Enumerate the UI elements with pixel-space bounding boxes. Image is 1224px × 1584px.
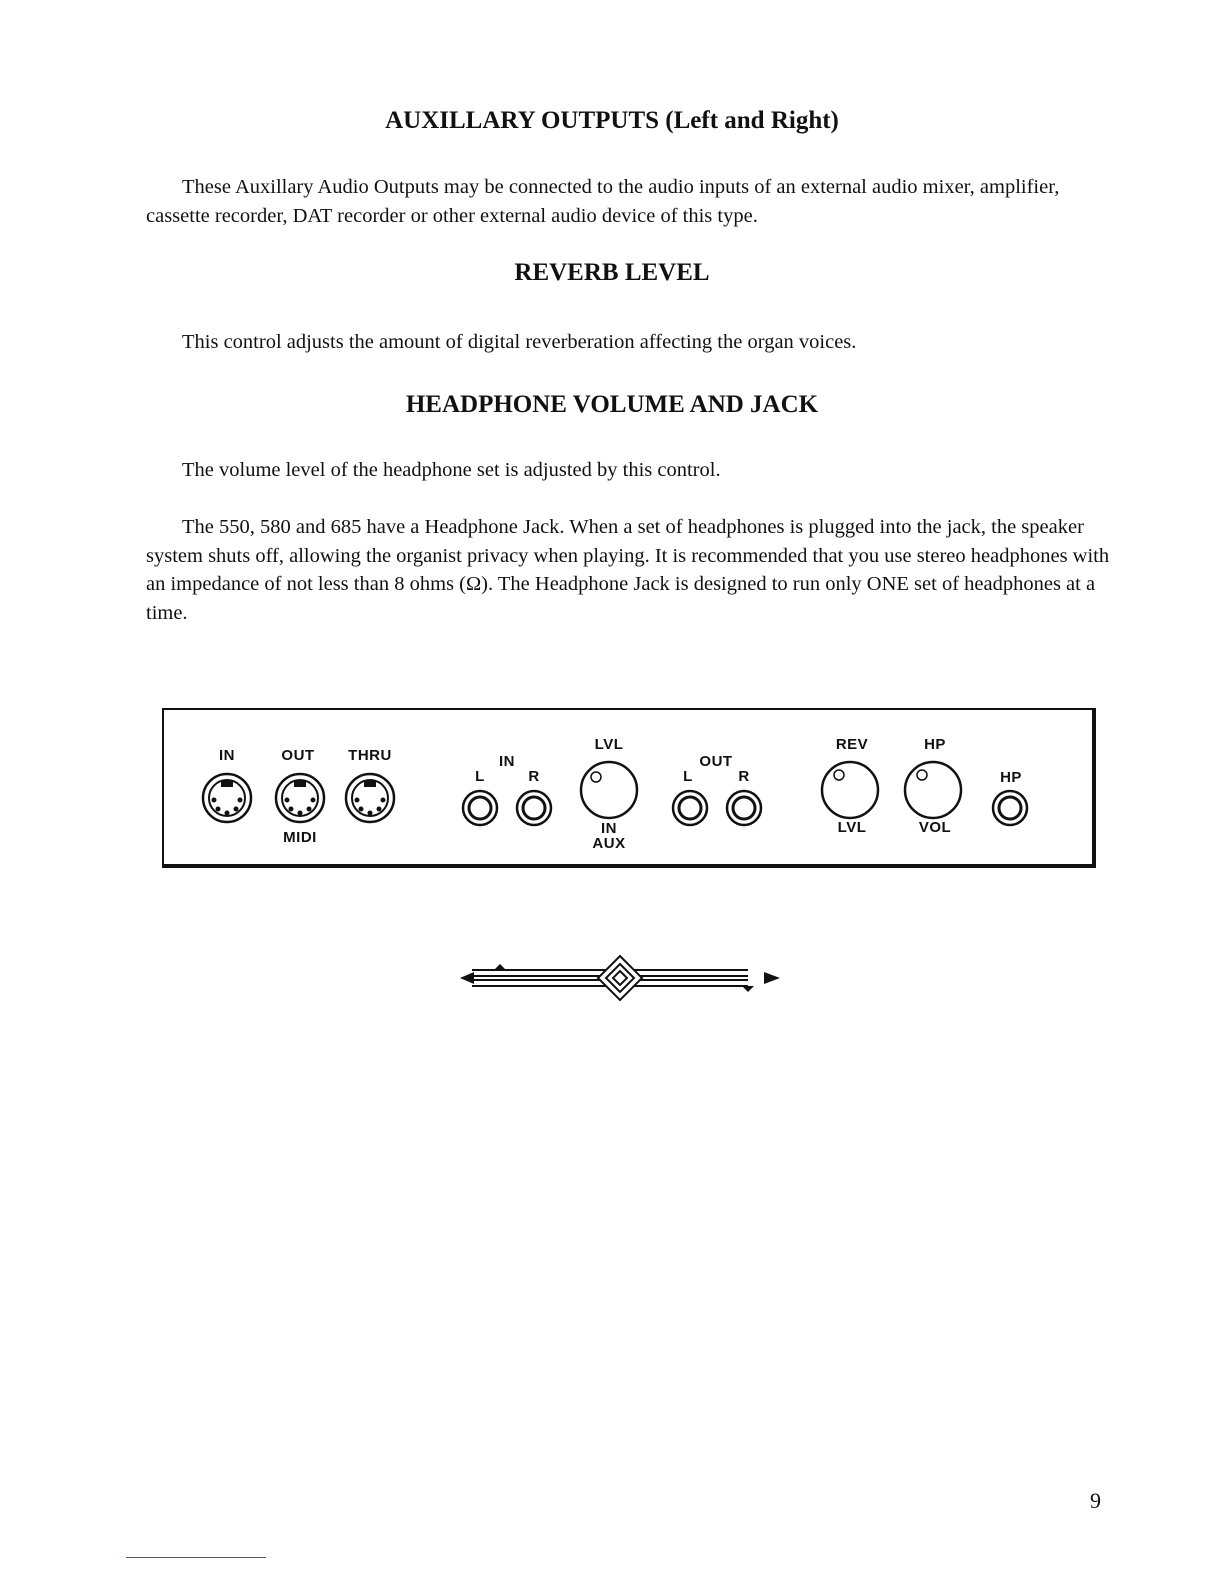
- label-aux-in: IN: [499, 753, 515, 770]
- label-aux-out-r: R: [738, 768, 750, 785]
- label-midi-group: MIDI: [283, 829, 317, 846]
- label-rev-lvl: LVL: [837, 819, 867, 836]
- reverb-level-knob: [822, 762, 878, 818]
- aux-out-right-jack: [727, 791, 761, 825]
- midi-thru-connector: [346, 774, 394, 822]
- paragraph-headphone-volume: The volume level of the headphone set is adjusted by this control.: [182, 459, 721, 481]
- label-aux-in-r: R: [528, 768, 540, 785]
- headphone-jack: [993, 791, 1027, 825]
- midi-in-connector: [203, 774, 251, 822]
- page-number: 9: [1090, 1488, 1101, 1513]
- label-hp: HP: [924, 736, 946, 753]
- headphone-volume-knob: [905, 762, 961, 818]
- footer-rule: [126, 1557, 266, 1558]
- aux-in-level-knob: [581, 762, 637, 818]
- label-aux-out-l: L: [683, 768, 693, 785]
- paragraph-headphone-jack: The 550, 580 and 685 have a Headphone Jack. When a set of headphones is plugged into the jack, the speaker system shuts off, allowing the organist privacy when playing. It is recommended that you use stereo headphones with an impedance of not less than 8 ohms (Ω). The Headphone Jack is designed to run only ONE set of headphones at a time.: [146, 516, 1110, 624]
- label-aux-lvl-aux: AUX: [592, 835, 626, 852]
- heading-auxillary-outputs: AUXILLARY OUTPUTS (Left and Right): [385, 107, 839, 134]
- paragraph-reverb-level: This control adjusts the amount of digital reverberation affecting the organ voices.: [182, 331, 857, 353]
- label-midi-thru: THRU: [348, 747, 392, 764]
- heading-headphone-volume: HEADPHONE VOLUME AND JACK: [405, 391, 819, 418]
- aux-in-left-jack: [463, 791, 497, 825]
- label-aux-in-l: L: [475, 768, 485, 785]
- label-midi-out: OUT: [281, 747, 315, 764]
- label-rev: REV: [835, 736, 869, 753]
- decorative-divider-ornament: [458, 954, 782, 1004]
- label-aux-lvl-in: IN: [601, 820, 617, 837]
- rear-panel-diagram: [162, 708, 1096, 868]
- heading-reverb-level: REVERB LEVEL: [514, 259, 710, 286]
- label-hp-jack: HP: [1000, 769, 1022, 786]
- paragraph-auxillary-outputs: These Auxillary Audio Outputs may be connected to the audio inputs of an external audio mixer, amplifier, cassette recorder, DAT recorder or other external audio device of this type.: [146, 176, 1060, 227]
- label-aux-lvl: LVL: [594, 736, 624, 753]
- label-midi-in: IN: [219, 747, 235, 764]
- midi-out-connector: [276, 774, 324, 822]
- aux-out-left-jack: [673, 791, 707, 825]
- label-hp-vol: VOL: [918, 819, 952, 836]
- label-aux-out: OUT: [699, 753, 733, 770]
- aux-in-right-jack: [517, 791, 551, 825]
